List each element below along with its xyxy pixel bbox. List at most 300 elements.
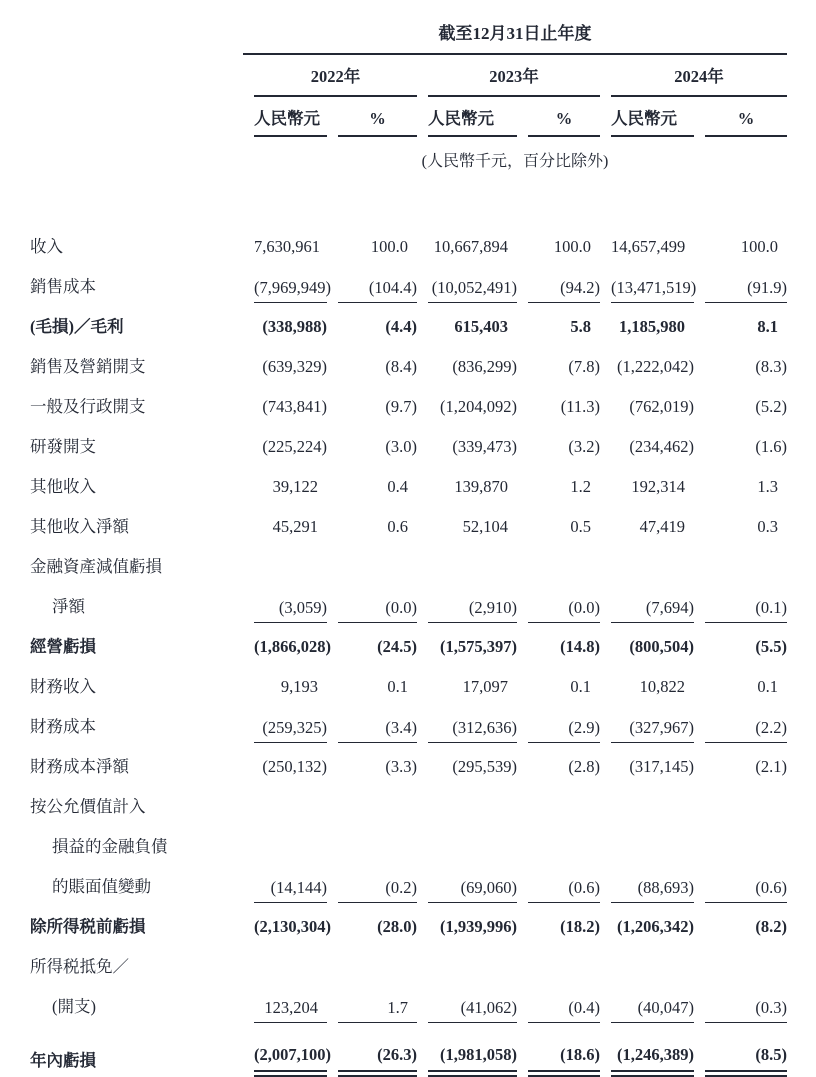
amount-cell <box>243 583 327 623</box>
percent-cell <box>694 903 787 943</box>
table-body <box>30 223 787 1077</box>
cell-value: (104.4) <box>338 279 417 303</box>
amount-cell <box>243 423 327 463</box>
table-header <box>30 12 787 223</box>
cell-value: (317,145) <box>629 757 694 777</box>
amount-cell <box>417 423 517 463</box>
cell-value: (639,329) <box>262 357 327 377</box>
percent-cell <box>517 223 600 263</box>
percent-cell <box>327 263 417 303</box>
cell-value: 0.1 <box>570 677 591 697</box>
cell-value: (234,462) <box>629 437 694 457</box>
label-col-spacer <box>30 12 243 53</box>
cell-value: (40,047) <box>611 999 694 1023</box>
percent-cell <box>694 343 787 383</box>
amount-cell <box>600 263 697 303</box>
cell-value: 100.0 <box>740 237 778 257</box>
percent-cell <box>517 823 600 863</box>
amount-cell <box>243 1023 331 1077</box>
percent-cell <box>517 903 600 943</box>
percent-cell <box>327 383 417 423</box>
percent-cell <box>694 1023 787 1077</box>
percent-cell <box>517 743 600 783</box>
cell-value: (1.6) <box>755 437 787 457</box>
percent-cell <box>517 783 600 823</box>
row-label: 金融資產減值虧損 <box>30 557 162 577</box>
table-row <box>30 1023 787 1077</box>
cell-value: (1,204,092) <box>440 397 517 417</box>
amount-header: 人民幣元 <box>254 110 327 137</box>
row-label: 其他收入 <box>30 477 96 497</box>
percent-header: % <box>705 110 787 137</box>
percent-header-cell <box>694 97 787 137</box>
amount-cell <box>417 703 517 743</box>
percent-cell <box>694 863 787 903</box>
amount-cell <box>417 823 517 863</box>
cell-value: (3.4) <box>338 719 417 743</box>
double-rule <box>254 1070 327 1077</box>
cell-value: (339,473) <box>452 437 517 457</box>
cell-value: (836,299) <box>452 357 517 377</box>
cell-value: (8.5) <box>755 1045 787 1065</box>
amount-cell <box>243 343 327 383</box>
table-row <box>30 823 787 863</box>
percent-cell <box>694 703 787 743</box>
table-row <box>30 623 787 663</box>
cell-value: 1.2 <box>570 477 591 497</box>
percent-cell <box>327 943 417 983</box>
row-label: 財務成本淨額 <box>30 757 129 777</box>
cell-value: (2.1) <box>755 757 787 777</box>
percent-cell <box>327 863 417 903</box>
percent-cell <box>694 743 787 783</box>
percent-cell <box>327 983 417 1023</box>
amount-cell <box>600 423 694 463</box>
cell-value: 0.1 <box>387 677 408 697</box>
cell-value: (69,060) <box>428 879 517 903</box>
cell-value: 139,870 <box>454 477 508 497</box>
amount-cell <box>243 783 327 823</box>
amount-cell <box>243 863 327 903</box>
cell-value: (312,636) <box>428 719 517 743</box>
percent-cell <box>694 503 787 543</box>
cell-value: (800,504) <box>629 637 694 657</box>
cell-value: (0.0) <box>528 599 600 623</box>
row-label: 除所得税前虧損 <box>30 917 146 937</box>
amount-cell <box>600 983 694 1023</box>
cell-value: (88,693) <box>611 879 694 903</box>
cell-value: (2.8) <box>568 757 600 777</box>
amount-cell <box>243 223 327 263</box>
cell-value: (1,246,389) <box>617 1045 694 1065</box>
percent-cell <box>327 503 417 543</box>
row-label: 財務收入 <box>30 677 96 697</box>
amount-cell <box>417 263 517 303</box>
cell-value: (13,471,519) <box>611 279 694 303</box>
amount-cell <box>600 503 694 543</box>
amount-cell <box>243 703 327 743</box>
cell-value: (91.9) <box>705 279 787 303</box>
amount-header-cell <box>600 97 694 137</box>
cell-value: 100.0 <box>553 237 591 257</box>
cell-value: 17,097 <box>462 677 508 697</box>
percent-cell <box>517 423 600 463</box>
percent-cell <box>327 423 417 463</box>
amount-cell <box>600 903 694 943</box>
cell-value: 39,122 <box>272 477 318 497</box>
percent-cell <box>517 343 600 383</box>
percent-cell <box>517 663 600 703</box>
cell-value: (18.6) <box>560 1045 600 1065</box>
amount-cell <box>243 823 327 863</box>
amount-cell <box>243 983 327 1023</box>
percent-cell <box>694 823 787 863</box>
amount-header-cell <box>417 97 517 137</box>
cell-value: 192,314 <box>631 477 685 497</box>
cell-value: (2.9) <box>528 719 600 743</box>
subheader-row <box>30 97 787 137</box>
cell-value: (0.6) <box>705 879 787 903</box>
amount-header: 人民幣元 <box>428 110 517 137</box>
cell-value: (14.8) <box>560 637 600 657</box>
table-row <box>30 383 787 423</box>
percent-cell <box>694 383 787 423</box>
double-rule <box>611 1070 694 1077</box>
cell-value: 0.5 <box>570 517 591 537</box>
percent-cell <box>327 703 417 743</box>
cell-value: (0.0) <box>338 599 417 623</box>
percent-cell <box>327 583 417 623</box>
cell-value: 1.3 <box>757 477 778 497</box>
amount-cell <box>600 783 694 823</box>
table-row <box>30 343 787 383</box>
cell-value: 1.7 <box>338 999 417 1023</box>
percent-cell <box>517 463 600 503</box>
cell-value: (0.3) <box>705 999 787 1023</box>
percent-cell <box>517 263 600 303</box>
row-label: 損益的金融負債 <box>52 837 168 857</box>
row-label: (毛損)／毛利 <box>30 317 124 337</box>
cell-value: 47,419 <box>639 517 685 537</box>
cell-value: (225,224) <box>262 437 327 457</box>
amount-cell <box>600 663 694 703</box>
row-label: 經營虧損 <box>30 637 96 657</box>
year-group-2022 <box>243 55 417 97</box>
percent-cell <box>517 863 600 903</box>
amount-cell <box>600 303 694 343</box>
percent-cell <box>327 343 417 383</box>
percent-cell <box>694 623 787 663</box>
amount-cell <box>417 343 517 383</box>
amount-cell <box>600 223 694 263</box>
cell-value: (5.5) <box>755 637 787 657</box>
row-label: (開支) <box>52 997 96 1017</box>
percent-cell <box>694 263 787 303</box>
table-row <box>30 263 787 303</box>
header-body-spacer <box>30 171 787 223</box>
cell-value: (24.5) <box>377 637 417 657</box>
period-title: 截至12月31日止年度 <box>438 24 592 44</box>
amount-cell <box>600 703 694 743</box>
percent-cell <box>517 383 600 423</box>
cell-value: (0.1) <box>705 599 787 623</box>
row-label: 按公允價值計入 <box>30 797 146 817</box>
cell-value: (7,969,949) <box>254 279 327 303</box>
double-rule <box>428 1070 517 1077</box>
cell-value: (9.7) <box>385 397 417 417</box>
cell-value: 52,104 <box>462 517 508 537</box>
percent-cell <box>517 303 600 343</box>
percent-cell <box>694 543 787 583</box>
amount-cell <box>417 383 517 423</box>
cell-value: (28.0) <box>377 917 417 937</box>
amount-cell <box>243 903 331 943</box>
amount-header: 人民幣元 <box>611 110 694 137</box>
amount-cell <box>243 663 327 703</box>
row-label: 財務成本 <box>30 717 96 737</box>
row-label: 其他收入淨額 <box>30 517 129 537</box>
cell-value: (14,144) <box>254 879 327 903</box>
cell-value: 14,657,499 <box>611 237 686 257</box>
label-col-spacer <box>30 97 243 137</box>
financial-statement-page <box>0 12 816 1071</box>
unit-note: (人民幣千元，百分比除外) <box>421 152 609 170</box>
percent-cell <box>517 943 600 983</box>
cell-value: (0.4) <box>528 999 600 1023</box>
income-statement-table <box>30 12 787 1077</box>
double-rule <box>528 1070 600 1077</box>
amount-cell <box>417 583 517 623</box>
percent-cell <box>327 463 417 503</box>
cell-value: (3,059) <box>254 599 327 623</box>
percent-cell <box>327 903 417 943</box>
table-row <box>30 223 787 263</box>
amount-cell <box>600 863 694 903</box>
table-row <box>30 503 787 543</box>
percent-cell <box>327 783 417 823</box>
cell-value: (743,841) <box>262 397 327 417</box>
row-label: 銷售成本 <box>30 277 96 297</box>
table-row <box>30 943 787 983</box>
amount-cell <box>243 463 327 503</box>
percent-cell <box>694 983 787 1023</box>
cell-value: 0.4 <box>387 477 408 497</box>
cell-value: 8.1 <box>757 317 778 337</box>
year-header: 2024年 <box>611 68 787 97</box>
row-label: 的賬面值變動 <box>52 877 151 897</box>
unit-note-row <box>30 137 787 171</box>
cell-value: 7,630,961 <box>254 237 320 257</box>
cell-value: (7.8) <box>568 357 600 377</box>
cell-value: (250,132) <box>262 757 327 777</box>
cell-value: (18.2) <box>560 917 600 937</box>
amount-cell <box>417 743 517 783</box>
cell-value: 123,204 <box>254 999 327 1023</box>
cell-value: (7,694) <box>611 599 694 623</box>
label-col-spacer <box>30 55 243 97</box>
percent-cell <box>694 423 787 463</box>
table-row <box>30 863 787 903</box>
percent-cell <box>694 783 787 823</box>
year-header-row <box>30 55 787 97</box>
cell-value: (2.2) <box>705 719 787 743</box>
amount-cell <box>417 463 517 503</box>
cell-value: 9,193 <box>280 677 318 697</box>
cell-value: 0.3 <box>757 517 778 537</box>
percent-cell <box>327 823 417 863</box>
cell-value: (8.3) <box>755 357 787 377</box>
amount-cell <box>243 303 327 343</box>
amount-cell <box>243 263 331 303</box>
year-header: 2022年 <box>254 68 417 97</box>
amount-cell <box>600 623 694 663</box>
cell-value: (0.6) <box>528 879 600 903</box>
table-row <box>30 783 787 823</box>
year-group-2023 <box>417 55 600 97</box>
cell-value: 100.0 <box>370 237 408 257</box>
table-row <box>30 983 787 1023</box>
amount-cell <box>417 663 517 703</box>
amount-cell <box>417 983 517 1023</box>
amount-cell <box>243 743 327 783</box>
percent-cell <box>517 583 600 623</box>
cell-value: (1,222,042) <box>617 357 694 377</box>
cell-value: (1,981,058) <box>440 1045 517 1065</box>
year-group-2024 <box>600 55 787 97</box>
cell-value: (3.0) <box>385 437 417 457</box>
amount-cell <box>600 583 694 623</box>
cell-value: (94.2) <box>528 279 600 303</box>
cell-value: (3.3) <box>385 757 417 777</box>
row-label: 所得税抵免／ <box>30 957 129 977</box>
table-row <box>30 543 787 583</box>
table-row <box>30 703 787 743</box>
amount-cell <box>243 543 327 583</box>
cell-value: (0.2) <box>338 879 417 903</box>
cell-value: 0.1 <box>757 677 778 697</box>
amount-cell <box>417 943 517 983</box>
cell-value: (1,575,397) <box>440 637 517 657</box>
percent-cell <box>694 303 787 343</box>
amount-cell <box>417 303 517 343</box>
cell-value: (8.4) <box>385 357 417 377</box>
cell-value: (8.2) <box>755 917 787 937</box>
cell-value: (3.2) <box>568 437 600 457</box>
amount-cell <box>417 223 517 263</box>
cell-value: 5.8 <box>570 317 591 337</box>
row-label: 研發開支 <box>30 437 96 457</box>
percent-cell <box>327 743 417 783</box>
percent-cell <box>694 943 787 983</box>
amount-cell <box>600 1023 694 1077</box>
cell-value: (295,539) <box>452 757 517 777</box>
percent-cell <box>517 983 600 1023</box>
row-label: 淨額 <box>52 597 85 617</box>
amount-cell <box>600 943 694 983</box>
percent-cell <box>327 223 417 263</box>
table-row <box>30 663 787 703</box>
percent-cell <box>327 623 417 663</box>
table-row <box>30 583 787 623</box>
cell-value: (762,019) <box>629 397 694 417</box>
percent-cell <box>327 303 417 343</box>
cell-value: 0.6 <box>387 517 408 537</box>
amount-cell <box>243 383 327 423</box>
amount-cell <box>417 503 517 543</box>
cell-value: 10,822 <box>639 677 685 697</box>
percent-header: % <box>528 110 600 137</box>
row-label: 一般及行政開支 <box>30 397 146 417</box>
amount-cell <box>243 623 331 663</box>
percent-cell <box>517 703 600 743</box>
amount-cell <box>417 863 517 903</box>
amount-cell <box>600 823 694 863</box>
cell-value: (2,130,304) <box>254 917 331 937</box>
percent-cell <box>327 543 417 583</box>
cell-value: (26.3) <box>377 1045 417 1065</box>
cell-value: 45,291 <box>272 517 318 537</box>
cell-value: (1,206,342) <box>617 917 694 937</box>
cell-value: (41,062) <box>428 999 517 1023</box>
amount-cell <box>600 383 694 423</box>
label-col-spacer <box>30 137 243 171</box>
amount-cell <box>417 903 517 943</box>
percent-header-cell <box>517 97 600 137</box>
double-rule <box>705 1070 787 1077</box>
table-row <box>30 303 787 343</box>
percent-header-cell <box>327 97 417 137</box>
percent-cell <box>694 223 787 263</box>
percent-cell <box>694 463 787 503</box>
double-rule <box>338 1070 417 1077</box>
cell-value: (10,052,491) <box>428 279 517 303</box>
amount-header-cell <box>243 97 327 137</box>
cell-value: (4.4) <box>385 317 417 337</box>
percent-cell <box>517 503 600 543</box>
table-row <box>30 903 787 943</box>
cell-value: (2,007,100) <box>254 1045 331 1065</box>
cell-value: (1,939,996) <box>440 917 517 937</box>
amount-cell <box>600 343 694 383</box>
percent-cell <box>517 1023 600 1077</box>
table-row <box>30 423 787 463</box>
cell-value: (327,967) <box>611 719 694 743</box>
cell-value: (5.2) <box>755 397 787 417</box>
amount-cell <box>417 623 517 663</box>
amount-cell <box>417 1023 517 1077</box>
period-title-row <box>30 12 787 53</box>
row-label: 銷售及營銷開支 <box>30 357 146 377</box>
row-label: 收入 <box>30 237 63 257</box>
year-header: 2023年 <box>428 68 600 97</box>
percent-cell <box>327 1023 417 1077</box>
percent-header: % <box>338 110 417 137</box>
cell-value: 1,185,980 <box>619 317 685 337</box>
cell-value: 10,667,894 <box>433 237 508 257</box>
amount-cell <box>600 743 694 783</box>
table-row <box>30 743 787 783</box>
amount-cell <box>243 943 327 983</box>
amount-cell <box>600 543 694 583</box>
amount-cell <box>243 503 327 543</box>
cell-value: (1,866,028) <box>254 637 331 657</box>
cell-value: (2,910) <box>428 599 517 623</box>
amount-cell <box>417 543 517 583</box>
amount-cell <box>600 463 694 503</box>
cell-value: 615,403 <box>454 317 508 337</box>
amount-cell <box>417 783 517 823</box>
percent-cell <box>517 623 600 663</box>
